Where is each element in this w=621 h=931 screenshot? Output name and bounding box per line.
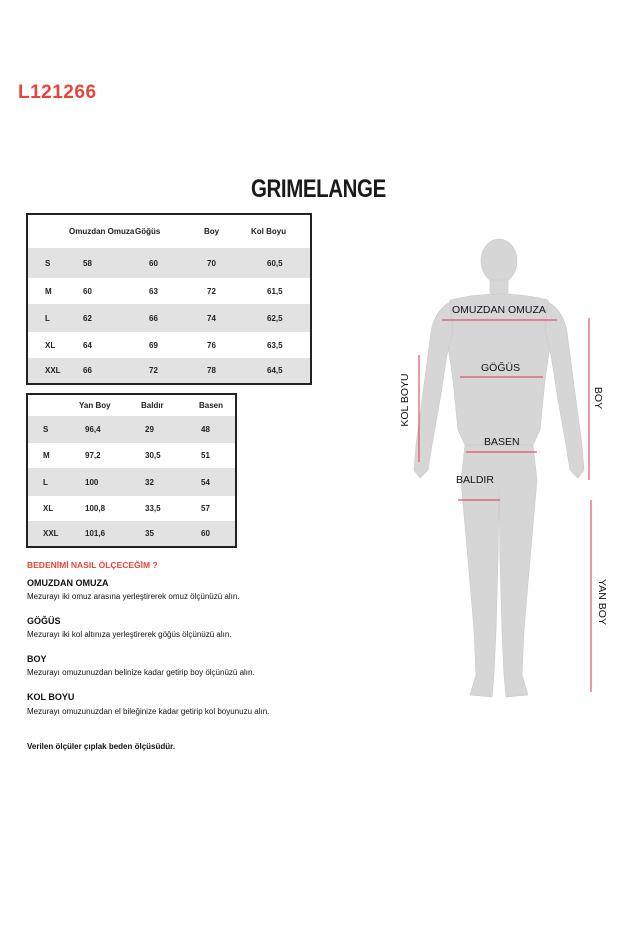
value-cell: 62,5	[251, 304, 311, 332]
label-chest: GÖĞÜS	[481, 362, 521, 374]
guide-title: BEDENİMİ NASIL ÖLÇECEĞİM ?	[27, 560, 158, 570]
value-cell: 60	[83, 286, 92, 296]
value-cell: 51	[201, 451, 210, 460]
size-table-upper	[26, 213, 312, 385]
table-row	[27, 278, 311, 304]
table-row	[27, 332, 311, 358]
table-row	[27, 416, 236, 443]
value-cell: 32	[131, 468, 187, 496]
size-cell: S	[27, 248, 69, 278]
value-cell: 30,5	[145, 451, 161, 460]
value-cell: 76	[207, 340, 216, 350]
label-length: BOY	[592, 386, 604, 410]
table-header-cell	[27, 394, 71, 416]
value-cell: 72	[135, 358, 193, 384]
brand-title: GRIMELANGE	[251, 175, 386, 203]
label-thigh: BALDIR	[456, 474, 494, 486]
guide-heading-shoulder: OMUZDAN OMUZA	[27, 578, 109, 588]
size-cell: XXL	[27, 358, 69, 384]
table-row	[27, 496, 236, 521]
value-cell: 78	[193, 358, 251, 384]
guide-text-sleeve: Mezurayı omuzunuzdan el bileğinize kadar getirip kol boyunuzu alın.	[27, 707, 270, 716]
table-header-cell: Boy	[204, 227, 220, 236]
value-cell: 48	[187, 416, 236, 443]
table-row	[27, 248, 311, 278]
size-cell: XXL	[27, 521, 71, 547]
value-cell: 62	[69, 304, 135, 332]
table-header-cell: Omuzdan Omuza	[69, 227, 135, 236]
value-cell: 29	[131, 416, 187, 443]
table-header-cell	[27, 214, 69, 248]
value-cell: 63,5	[267, 340, 283, 350]
guide-text-shoulder: Mezurayı iki omuz arasına yerleştirerek omuz ölçünüzü alın.	[27, 592, 240, 601]
table-header-row	[27, 394, 236, 416]
measurement-note: Verilen ölçüler çıplak beden ölçüsüdür.	[27, 742, 176, 751]
value-cell: 64	[83, 340, 92, 350]
table-header-cell: Basen	[199, 401, 224, 410]
value-cell: 101,6	[71, 521, 131, 547]
value-cell: 60	[187, 521, 236, 547]
value-cell: 100	[71, 468, 131, 496]
value-cell: 100,8	[85, 504, 106, 513]
value-cell: 72	[207, 286, 216, 296]
product-code: L121266	[18, 82, 97, 103]
value-cell: 58	[69, 248, 135, 278]
size-cell: XL	[43, 504, 54, 513]
size-cell: S	[27, 416, 71, 443]
table-row	[27, 468, 236, 496]
label-hip: BASEN	[484, 436, 520, 448]
value-cell: 57	[201, 504, 210, 513]
guide-heading-length: BOY	[27, 654, 47, 664]
size-cell: L	[27, 468, 71, 496]
guide-text-length: Mezurayı omuzunuzdan belinize kadar getirip boy ölçünüzü alın.	[27, 668, 255, 677]
label-side-length: YAN BOY	[596, 579, 608, 625]
label-sleeve: KOL BOYU	[399, 373, 411, 427]
size-cell: M	[45, 286, 52, 296]
value-cell: 60	[135, 248, 193, 278]
guide-heading-sleeve: KOL BOYU	[27, 692, 75, 702]
value-cell: 35	[131, 521, 187, 547]
table-row	[27, 443, 236, 468]
guide-heading-chest: GÖĞÜS	[27, 616, 61, 626]
value-cell: 61,5	[267, 286, 283, 296]
value-cell: 69	[149, 340, 158, 350]
table-row	[27, 521, 236, 547]
table-header-cell: Göğüs	[135, 227, 161, 236]
value-cell: 60,5	[251, 248, 311, 278]
table-header-cell: Baldır	[141, 401, 164, 410]
value-cell: 63	[149, 286, 158, 296]
size-table-lower	[26, 393, 237, 548]
value-cell: 97,2	[85, 451, 101, 460]
size-cell: M	[43, 451, 50, 460]
table-header-cell: Kol Boyu	[251, 227, 287, 236]
value-cell: 96,4	[71, 416, 131, 443]
table-header-row	[27, 214, 311, 248]
value-cell: 70	[193, 248, 251, 278]
table-header-cell: Yan Boy	[79, 401, 111, 410]
value-cell: 33,5	[145, 504, 161, 513]
table-row	[27, 304, 311, 332]
size-cell: XL	[45, 340, 56, 350]
body-measurement-figure	[380, 225, 621, 705]
value-cell: 66	[135, 304, 193, 332]
size-cell: L	[27, 304, 69, 332]
value-cell: 54	[187, 468, 236, 496]
value-cell: 74	[193, 304, 251, 332]
label-shoulder: OMUZDAN OMUZA	[452, 304, 546, 316]
value-cell: 64,5	[251, 358, 311, 384]
guide-text-chest: Mezurayı iki kol altınıza yerleştirerek göğüs ölçünüzü alın.	[27, 630, 232, 639]
table-row	[27, 358, 311, 384]
value-cell: 66	[69, 358, 135, 384]
